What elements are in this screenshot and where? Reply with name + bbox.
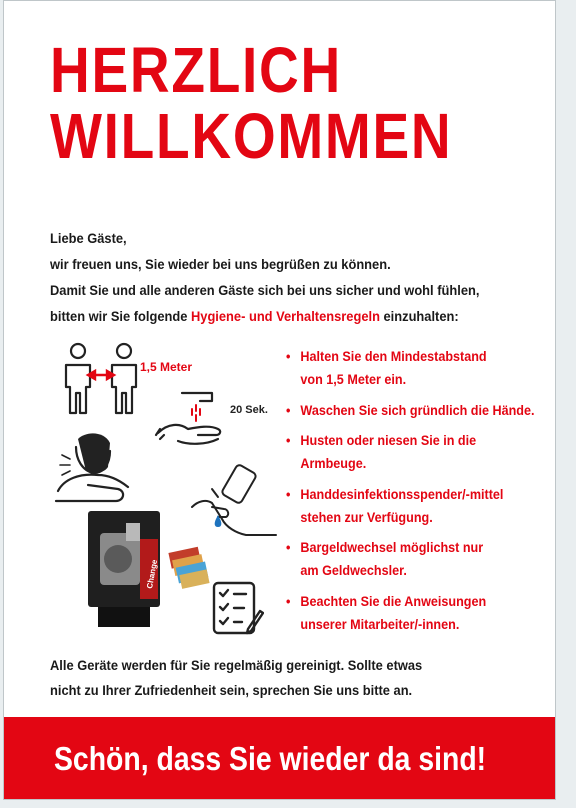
hand-washing-icon [154, 389, 282, 449]
rule-line-2: unserer Mitarbeiter/-innen. [300, 615, 460, 632]
rule-line-1: Handdesinfektionsspender/-mittel [300, 485, 504, 502]
closing-line-2: nicht zu Ihrer Zufriedenheit sein, sprechen Sie uns bitte an. [50, 682, 413, 698]
rule-line-1: Waschen Sie sich gründlich die Hände. [300, 401, 535, 418]
bullet: • [286, 401, 291, 418]
distance-label: 1,5 Meter [140, 360, 193, 374]
rule-line-1: Bargeldwechsel möglichst nur [300, 539, 484, 555]
wash-time-label: 20 Sek. [230, 404, 268, 416]
bottom-banner [4, 717, 555, 800]
change-machine-icon [84, 509, 164, 629]
bullet: • [286, 592, 291, 609]
hand-sanitizer-icon [188, 463, 284, 543]
title-line-1: HERZLICH [50, 34, 342, 106]
cough-into-elbow-icon [48, 429, 140, 511]
bullet: • [286, 539, 291, 555]
rule-line-2: von 1,5 Meter ein. [300, 371, 407, 387]
closing-line-1: Alle Geräte werden für Sie regelmäßig gereinigt. Sollte etwas [50, 657, 423, 673]
bullet: • [286, 432, 291, 448]
list-item [286, 590, 529, 636]
poster-sheet [3, 0, 556, 800]
intro-highlight: Hygiene- und Verhaltensregeln [190, 308, 380, 324]
list-item [286, 429, 529, 475]
machine-label: Change [145, 558, 160, 590]
closing-text [50, 653, 482, 703]
bullet: • [286, 348, 291, 364]
rule-line-2: stehen zur Verfügung. [300, 508, 433, 525]
list-item [286, 483, 529, 529]
bullet: • [286, 485, 291, 502]
intro-line-2: wir freuen uns, Sie wieder bei uns begrüßen zu können. [50, 256, 391, 272]
intro-line-4-suffix: einzuhalten: [379, 308, 459, 324]
banknotes-icon [168, 543, 210, 593]
list-item [286, 345, 529, 391]
intro-text [50, 225, 482, 329]
rule-line-1: Halten Sie den Mindestabstand [300, 348, 487, 364]
rules-list [286, 345, 556, 643]
poster-title [50, 34, 453, 172]
intro-line-3: Damit Sie und alle anderen Gäste sich bei uns sicher und wohl fühlen, [50, 282, 480, 298]
rule-line-1: Husten oder niesen Sie in die [300, 432, 477, 448]
list-item [286, 536, 529, 582]
list-item [286, 399, 535, 422]
checklist-icon [212, 581, 264, 637]
intro-line-4-prefix: bitten wir Sie folgende [50, 308, 191, 324]
banner-text: Schön, dass Sie wieder da sind! [54, 740, 487, 777]
intro-line-4 [50, 303, 482, 329]
rule-line-1: Beachten Sie die Anweisungen [300, 592, 487, 609]
intro-greeting: Liebe Gäste, [50, 230, 127, 246]
rule-line-2: Armbeuge. [300, 455, 367, 471]
title-line-2: WILLKOMMEN [50, 100, 453, 172]
rule-line-2: am Geldwechsler. [300, 562, 407, 578]
